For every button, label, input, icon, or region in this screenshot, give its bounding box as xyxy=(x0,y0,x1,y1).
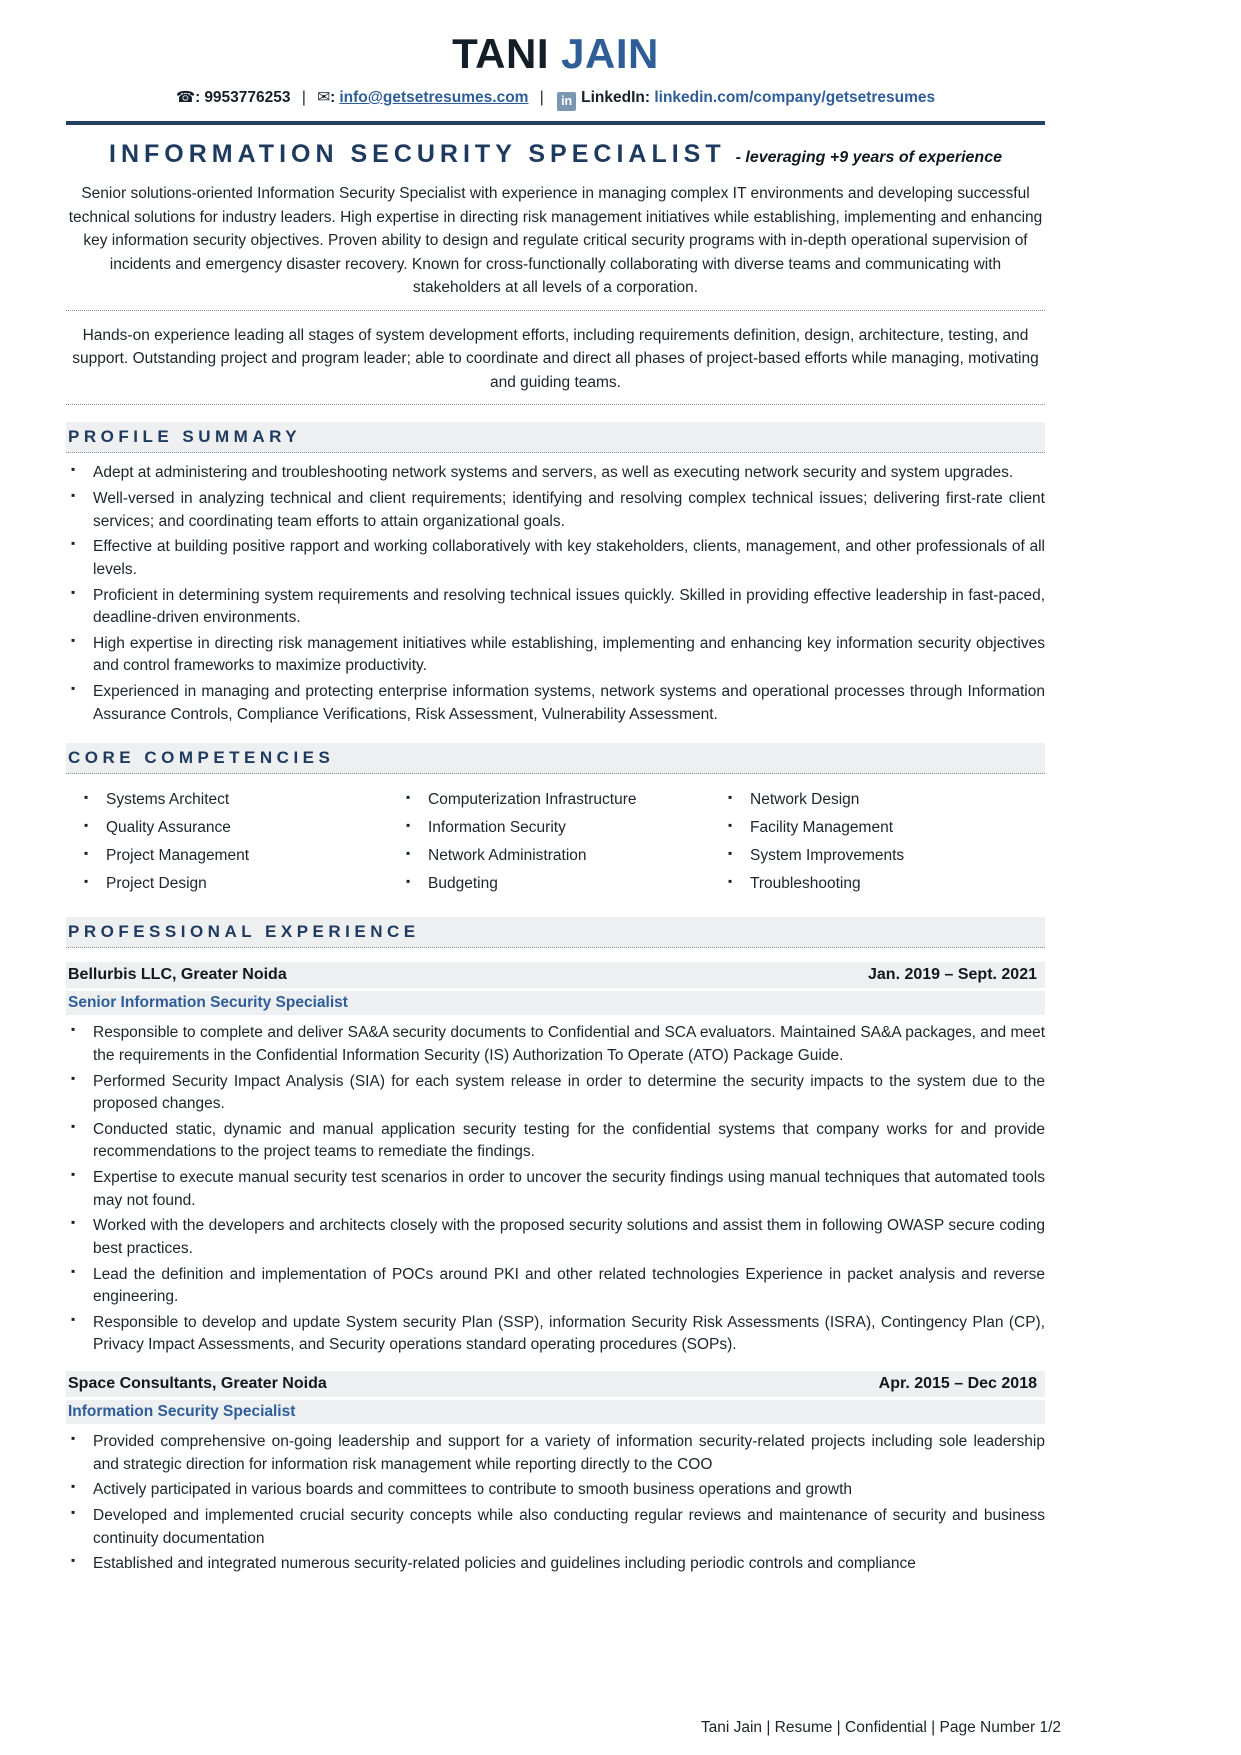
contact-line xyxy=(66,88,1045,111)
competency-item: ▪ Budgeting xyxy=(401,872,723,896)
bullet-item: ▪ Proficient in determining system requirements and resolving technical issues quickly. Skilled in providing effective leadership in fast-paced, deadline-driven environments. xyxy=(66,585,1045,630)
bullet-item: ▪ Developed and implemented crucial security concepts while also conducting regular reviews and maintenance of security and business continuity documentation xyxy=(66,1505,1045,1550)
job-role: Information Security Specialist xyxy=(66,1400,1045,1424)
separator-pipe: | xyxy=(539,89,544,106)
competency-item: ▪ Computerization Infrastructure xyxy=(401,788,723,812)
job-role: Senior Information Security Specialist xyxy=(66,991,1045,1015)
company-name: Bellurbis LLC, Greater Noida xyxy=(68,966,287,984)
bullet-item: ▪ Lead the definition and implementation of POCs around PKI and other related technologies Experience in packet analysis and reverse engineering. xyxy=(66,1264,1045,1309)
bullet-item: ▪ High expertise in directing risk management initiatives while establishing, implementing and enhancing key information security objectives and control frameworks to maximize productivity. xyxy=(66,633,1045,678)
first-name: TANI xyxy=(452,30,549,77)
job-entry-1 xyxy=(66,962,1045,1357)
job-entry-2 xyxy=(66,1371,1045,1576)
email-link[interactable]: info@getsetresumes.com xyxy=(339,89,529,106)
competency-item: ▪ Project Design xyxy=(79,872,401,896)
job-bullet-list xyxy=(66,1022,1045,1357)
competencies-grid xyxy=(66,788,1045,900)
profile-summary-heading: PROFILE SUMMARY xyxy=(66,422,1045,453)
bullet-item: ▪ Established and integrated numerous security-related policies and guidelines including periodic controls and compliance xyxy=(66,1553,1045,1576)
competency-item: ▪ Network Administration xyxy=(401,844,723,868)
phone-number: 9953776253 xyxy=(204,89,291,106)
linkedin-label: LinkedIn: xyxy=(581,89,651,106)
linkedin-link[interactable]: linkedin.com/company/getsetresumes xyxy=(654,89,936,106)
job-title-text: INFORMATION SECURITY SPECIALIST xyxy=(109,140,726,168)
bullet-item: ▪ Worked with the developers and architects closely with the proposed security solutions and assist them in following OWASP secure coding best practices. xyxy=(66,1215,1045,1260)
bullet-item: ▪ Expertise to execute manual security test scenarios in order to uncover the security findings using manual techniques that automated tools may not found. xyxy=(66,1167,1045,1212)
competency-item: ▪ System Improvements xyxy=(723,844,1045,868)
separator-pipe: | xyxy=(301,89,306,106)
competency-item: ▪ Network Design xyxy=(723,788,1045,812)
profile-summary-list xyxy=(66,462,1045,726)
document-title xyxy=(66,140,1045,169)
bullet-item: ▪ Responsible to develop and update System security Plan (SSP), information Security Risk Assessments (ISRA), Contingency Plan (CP), Privacy Impact Assessments, and Security operations standard operating procedures (SOPs). xyxy=(66,1312,1045,1357)
job-dates: Apr. 2015 – Dec 2018 xyxy=(878,1375,1037,1393)
job-header xyxy=(66,1371,1045,1397)
candidate-name xyxy=(66,30,1045,78)
bullet-item: ▪ Adept at administering and troubleshooting network systems and servers, as well as executing network security and system upgrades. xyxy=(66,462,1045,485)
competency-item: ▪ Project Management xyxy=(79,844,401,868)
bullet-item: ▪ Effective at building positive rapport and working collaboratively with key stakeholders, clients, management, and other professionals of all levels. xyxy=(66,536,1045,581)
envelope-icon: ✉: xyxy=(317,89,336,106)
section-professional-experience xyxy=(66,917,1045,1576)
title-tagline: - leveraging +9 years of experience xyxy=(735,149,1002,166)
core-competencies-heading: CORE COMPETENCIES xyxy=(66,743,1045,774)
competency-item: ▪ Facility Management xyxy=(723,816,1045,840)
bullet-item: ▪ Experienced in managing and protecting enterprise information systems, network systems and operational processes through Information Assurance Controls, Compliance Verifications, Risk Assessment, Vulnerability Assessment. xyxy=(66,681,1045,726)
last-name: JAIN xyxy=(561,30,659,77)
dotted-divider xyxy=(66,404,1045,405)
competencies-column-3 xyxy=(723,788,1045,900)
summary-paragraph-1: Senior solutions-oriented Information Security Specialist with experience in managing complex IT environments and developing successful technical solutions for industry leaders. High expertise in directing risk management initiatives while establishing, implementing and enhancing key information security objectives. Proven ability to design and regulate critical security programs with in-depth operational supervision of incidents and emergency disaster recovery. Known for cross-functionally collaborating with diverse teams and communicating with stakeholders at all levels of a corporation. xyxy=(68,185,1043,297)
bullet-item: ▪ Actively participated in various boards and committees to contribute to smooth business operations and growth xyxy=(66,1479,1045,1502)
linkedin-icon: in xyxy=(557,92,576,111)
competency-item: ▪ Troubleshooting xyxy=(723,872,1045,896)
job-dates: Jan. 2019 – Sept. 2021 xyxy=(868,966,1037,984)
bullet-item: ▪ Provided comprehensive on-going leadership and support for a variety of information security-related projects including sole leadership and strategic direction for information risk management while reporting directly to the COO xyxy=(66,1431,1045,1476)
job-bullet-list xyxy=(66,1431,1045,1576)
header xyxy=(66,30,1045,125)
bullet-item: ▪ Well-versed in analyzing technical and client requirements; identifying and resolving complex technical issues; delivering first-rate client services; and coordinating team efforts to attain organizational goals. xyxy=(66,488,1045,533)
phone-icon: ☎: xyxy=(175,89,201,106)
summary-paragraph-2: Hands-on experience leading all stages of system development efforts, including requirements definition, design, architecture, testing, and support. Outstanding project and program leader; able to coordinate and direct all phases of project-based efforts while managing, motivating and guiding teams. xyxy=(72,326,1039,391)
page-footer: Tani Jain | Resume | Confidential | Page Number 1/2 xyxy=(700,1719,1061,1736)
job-header xyxy=(66,962,1045,988)
company-name: Space Consultants, Greater Noida xyxy=(68,1375,327,1393)
professional-experience-heading: PROFESSIONAL EXPERIENCE xyxy=(66,917,1045,948)
bullet-item: ▪ Conducted static, dynamic and manual application security testing for the confidential systems that company works for and provide recommendations to the project teams to remediate the findings. xyxy=(66,1119,1045,1164)
bullet-item: ▪ Performed Security Impact Analysis (SIA) for each system release in order to determine the security impacts to the system due to the proposed changes. xyxy=(66,1071,1045,1116)
competency-item: ▪ Information Security xyxy=(401,816,723,840)
bullet-item: ▪ Responsible to complete and deliver SA&A security documents to Confidential and SCA evaluators. Maintained SA&A packages, and meet the requirements in the Confidential Information Security (IS) Authorization To Operate (ATO) Package Guide. xyxy=(66,1022,1045,1067)
competencies-column-2 xyxy=(401,788,723,900)
section-profile-summary xyxy=(66,422,1045,726)
competency-item: ▪ Quality Assurance xyxy=(79,816,401,840)
competencies-column-1 xyxy=(79,788,401,900)
header-rule xyxy=(66,121,1045,125)
section-core-competencies xyxy=(66,743,1045,900)
competency-item: ▪ Systems Architect xyxy=(79,788,401,812)
dotted-divider xyxy=(66,310,1045,311)
